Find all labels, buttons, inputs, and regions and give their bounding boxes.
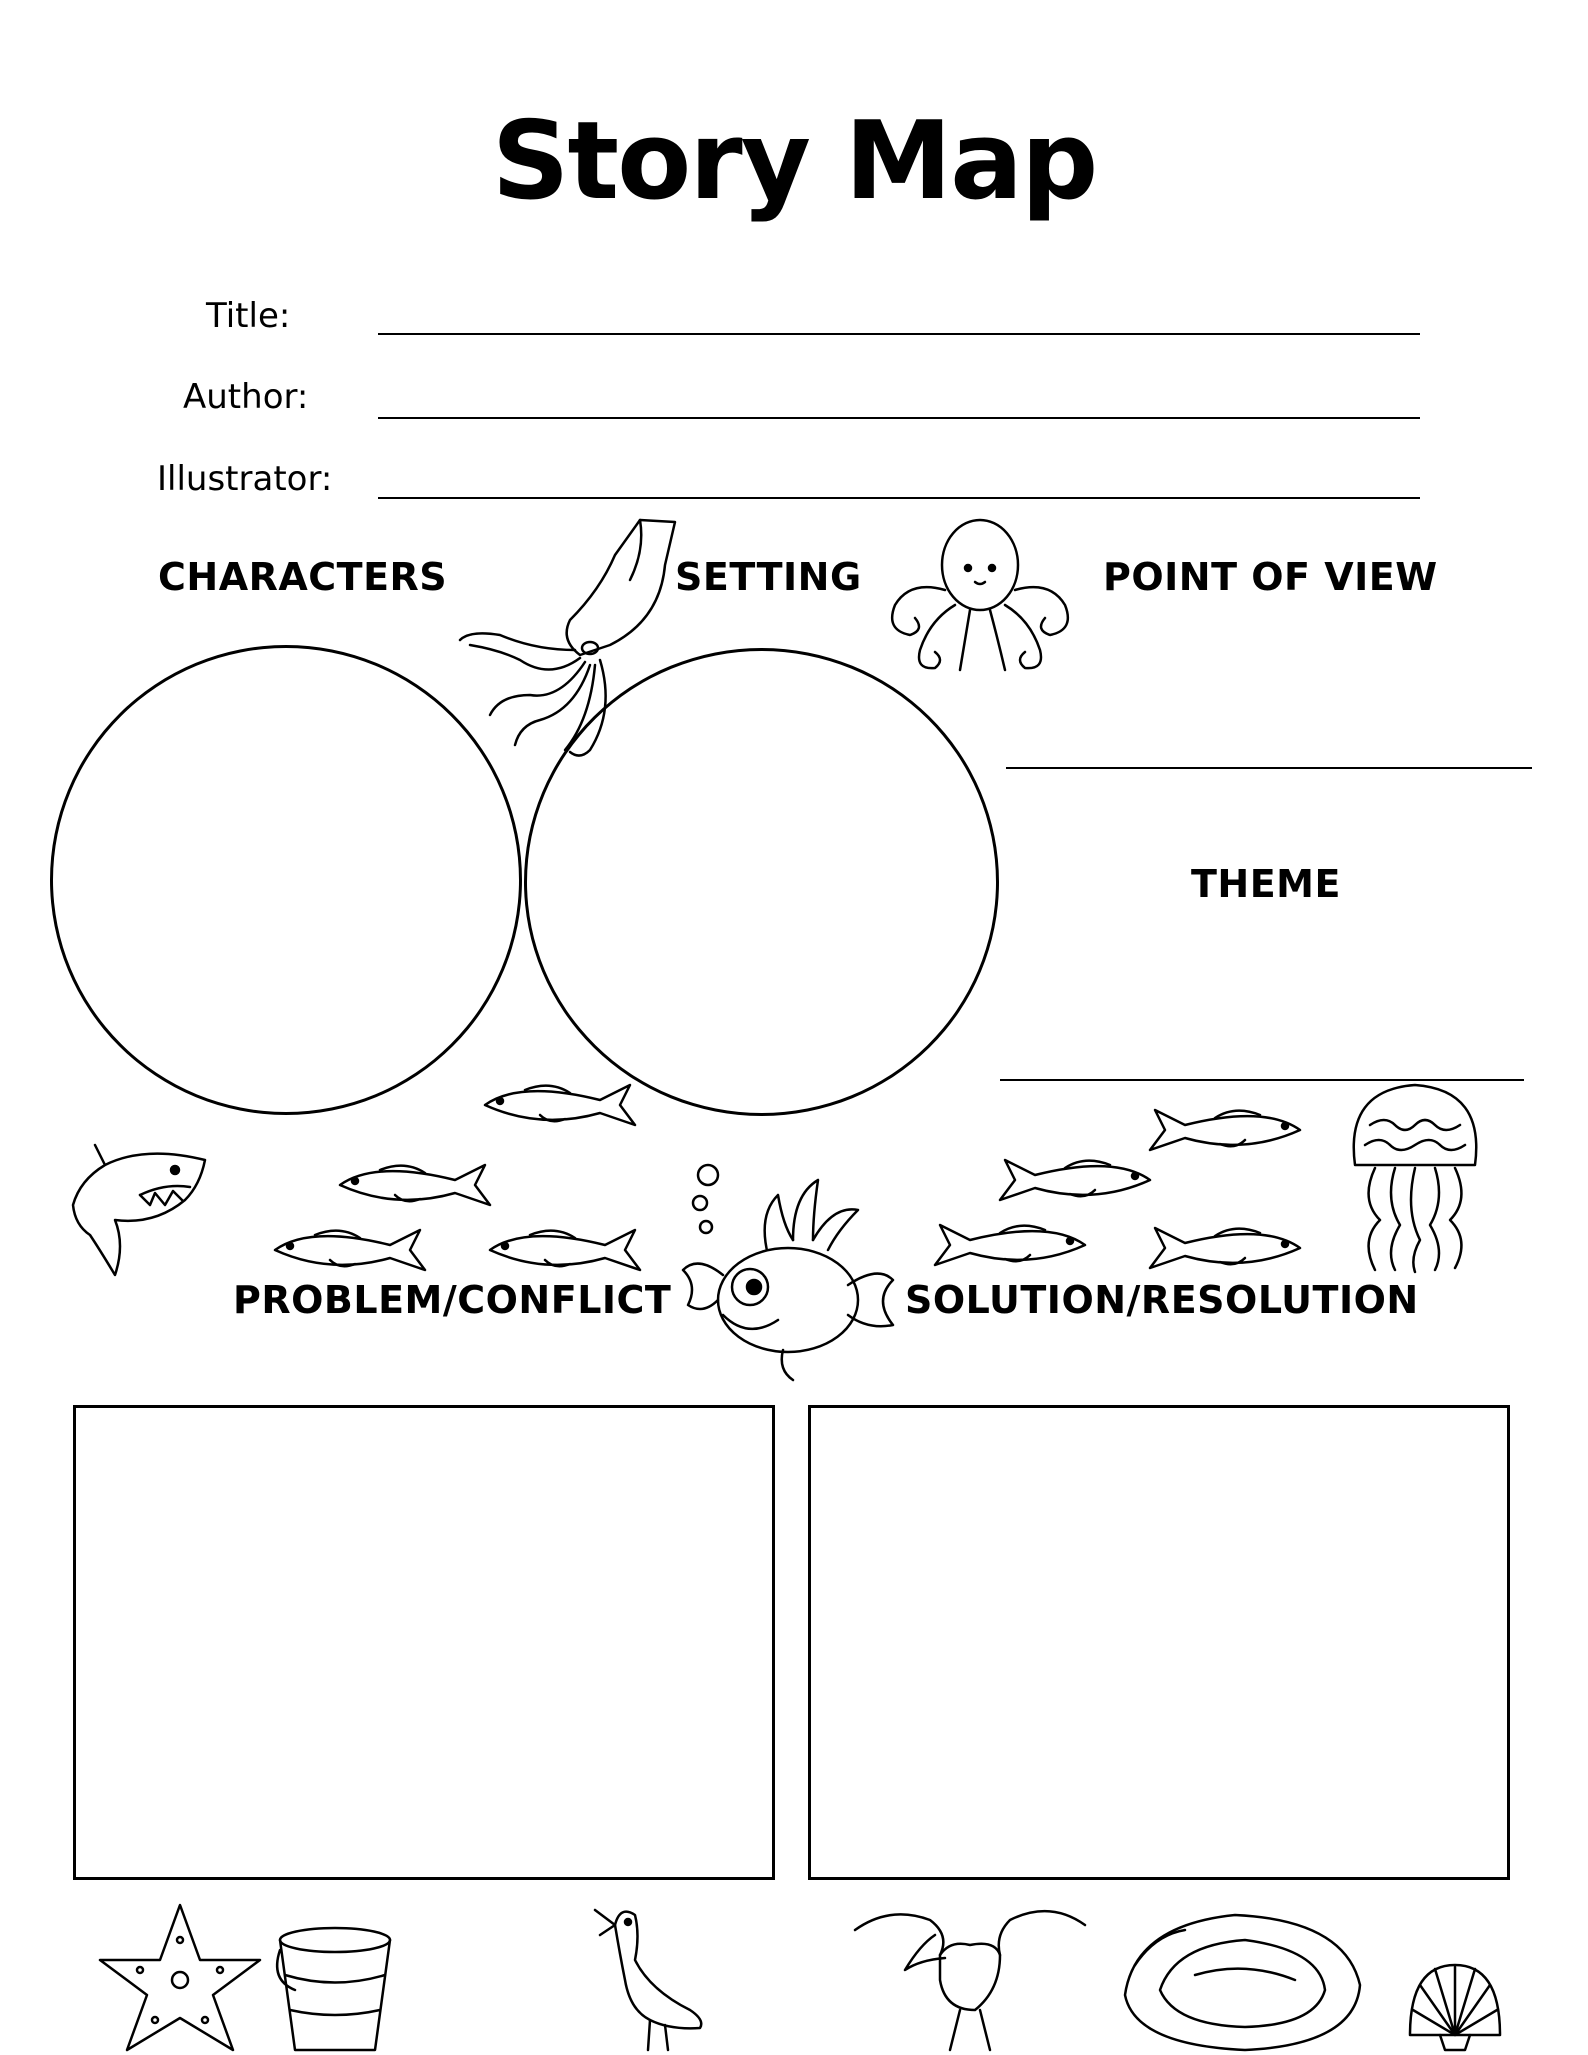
shark-icon xyxy=(65,1125,215,1285)
seashell-icon xyxy=(1405,1955,1505,2055)
problem-conflict-box[interactable] xyxy=(73,1405,775,1880)
characters-heading: CHARACTERS xyxy=(158,555,448,599)
title-line[interactable] xyxy=(378,333,1420,335)
octopus-icon xyxy=(880,510,1080,680)
jellyfish-icon xyxy=(1335,1080,1490,1275)
author-line[interactable] xyxy=(378,417,1420,419)
fish-icon xyxy=(480,1075,660,1135)
fish-icon xyxy=(270,1220,450,1280)
point-of-view-heading: POINT OF VIEW xyxy=(1103,555,1438,599)
fish-icon xyxy=(975,1150,1155,1210)
setting-heading: SETTING xyxy=(675,555,862,599)
theme-heading: THEME xyxy=(1191,862,1341,906)
fish-icon xyxy=(910,1215,1090,1275)
fish-icon xyxy=(335,1155,515,1215)
fish-icon xyxy=(1125,1218,1305,1278)
author-label: Author: xyxy=(183,377,309,417)
oyster-icon xyxy=(1115,1905,1370,2055)
illustrator-label: Illustrator: xyxy=(157,459,333,499)
bucket-icon xyxy=(270,1920,405,2055)
problem-conflict-heading: PROBLEM/CONFLICT xyxy=(233,1278,672,1322)
solution-resolution-box[interactable] xyxy=(808,1405,1510,1880)
seagull-icon xyxy=(580,1900,710,2055)
illustrator-line[interactable] xyxy=(378,497,1420,499)
point-of-view-line[interactable] xyxy=(1006,767,1532,769)
lionfish-icon xyxy=(668,1155,898,1385)
page-title: Story Map xyxy=(491,99,1097,224)
solution-resolution-heading: SOLUTION/RESOLUTION xyxy=(905,1278,1419,1322)
pelican-icon xyxy=(850,1900,1090,2055)
squid-icon xyxy=(440,510,690,760)
title-label: Title: xyxy=(206,296,291,336)
fish-icon xyxy=(485,1220,665,1280)
starfish-icon xyxy=(95,1900,265,2055)
